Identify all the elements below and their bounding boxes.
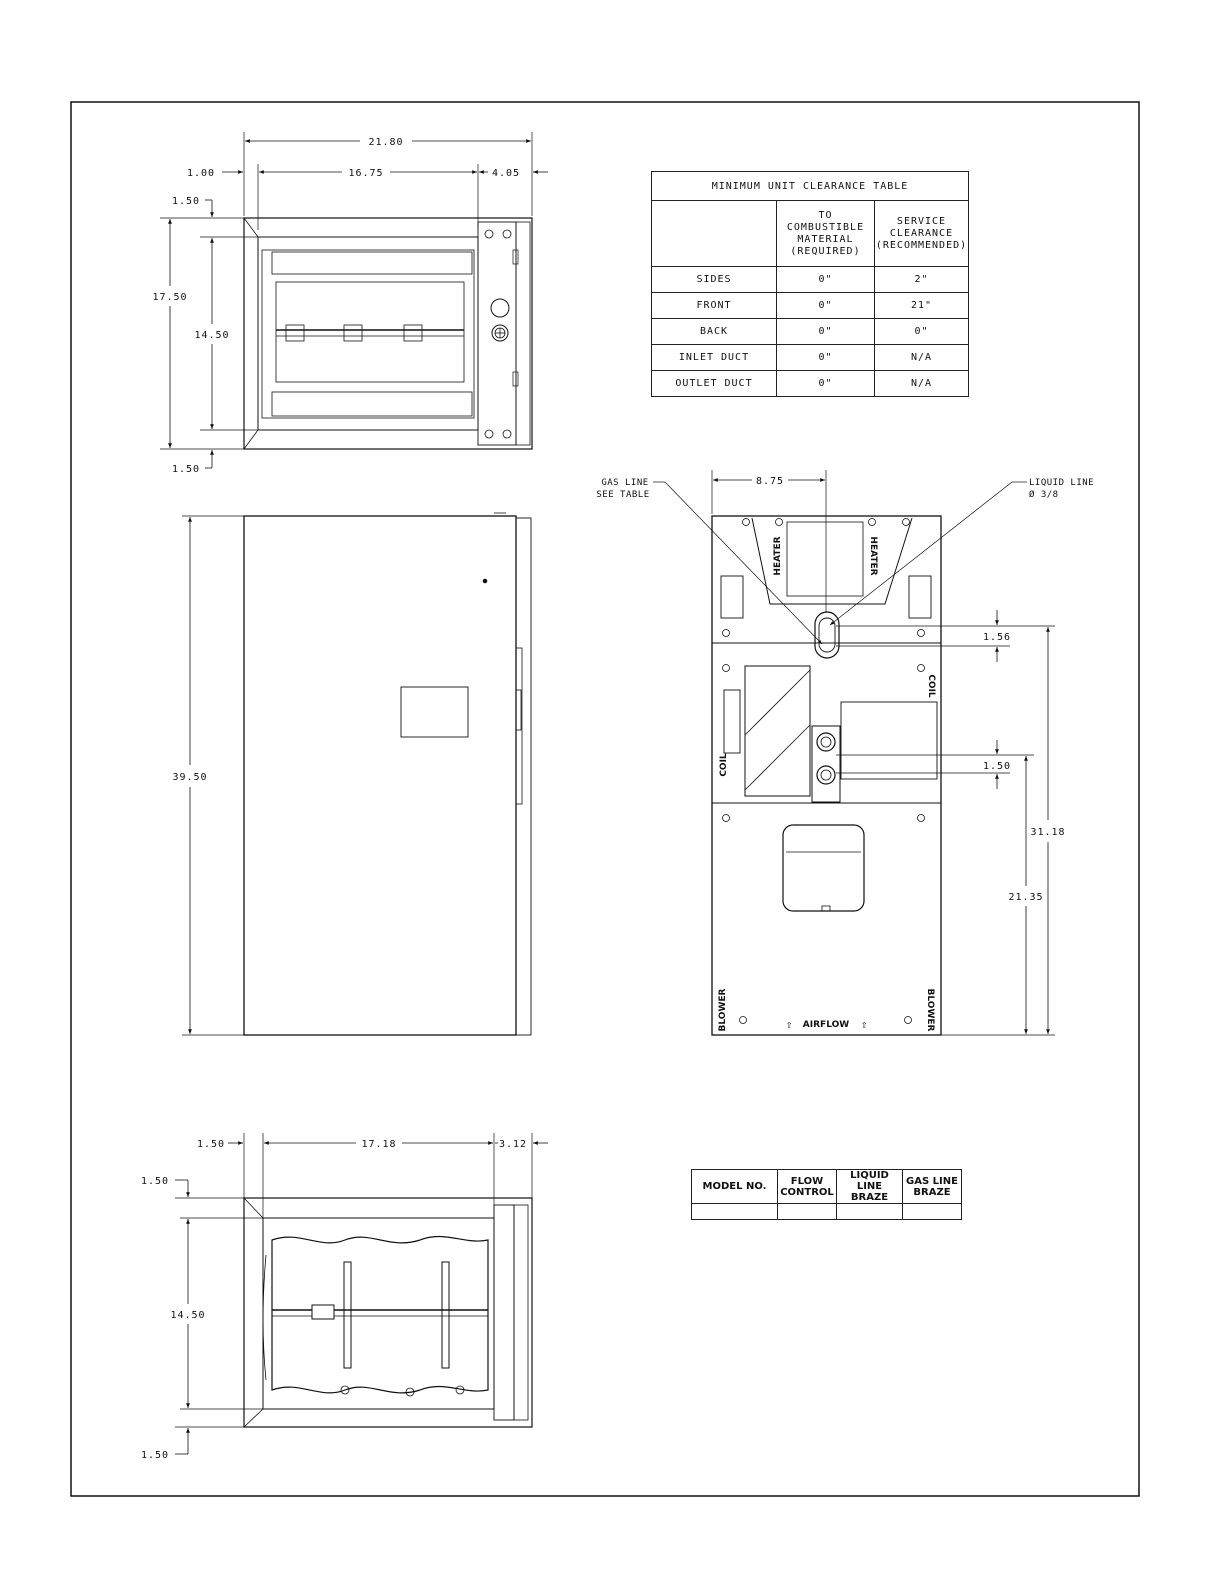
- top-view-dimension-labels: [152, 134, 520, 475]
- row-combustible: 0": [777, 345, 875, 371]
- dim-front-height: 39.50: [172, 772, 208, 783]
- model-header-liquid: [837, 1170, 903, 1204]
- liquid-line-size: Ø 3/8: [1029, 490, 1059, 500]
- dim-bottom-bottom-offset: 1.50: [140, 1450, 170, 1461]
- model-header-gas: [903, 1170, 962, 1204]
- row-combustible: 0": [777, 267, 875, 293]
- model-header-line: CONTROL: [780, 1186, 834, 1198]
- dim-left-offset: 1.00: [186, 168, 216, 179]
- dim-liquid-height: 21.35: [1008, 892, 1044, 903]
- dim-gas-gap: 1.56: [982, 632, 1012, 643]
- dim-gas-height: 31.18: [1030, 827, 1066, 838]
- model-header-line: BRAZE: [850, 1192, 889, 1203]
- row-combustible: 0": [777, 371, 875, 397]
- heater-label-right: HEATER: [868, 536, 878, 576]
- row-label: FRONT: [652, 293, 777, 319]
- clearance-header-blank: [652, 201, 777, 267]
- model-cell: [837, 1204, 903, 1220]
- model-table: [691, 1169, 962, 1220]
- combustible-header-line: COMBUSTIBLE: [786, 221, 865, 233]
- row-label: OUTLET DUCT: [652, 371, 777, 397]
- model-header-model: [692, 1170, 778, 1204]
- blower-label-left: BLOWER: [718, 988, 728, 1032]
- gas-line-callout: GAS LINE: [601, 478, 649, 488]
- table-row: [652, 371, 969, 397]
- heater-label-left: HEATER: [773, 536, 783, 576]
- bottom-view-dimension-labels: [141, 1136, 527, 1461]
- front-view: [182, 513, 531, 1035]
- dim-gas-x: 8.75: [755, 476, 785, 487]
- rear-view: [653, 470, 1055, 1035]
- model-cell: [692, 1204, 778, 1220]
- service-header-line: (RECOMMENDED): [875, 239, 968, 251]
- model-header-line: GAS LINE: [906, 1175, 958, 1187]
- sheet-border: [71, 102, 1139, 1496]
- top-view: [160, 132, 548, 468]
- dim-liquid-gap: 1.50: [982, 761, 1012, 772]
- coil-label-right: COIL: [926, 674, 936, 698]
- model-header-line: LIQUID LINE: [850, 1170, 889, 1192]
- model-header-line: FLOW: [790, 1175, 824, 1187]
- airflow-arrow-right-icon: ⇧: [860, 1018, 868, 1031]
- row-service: 21": [875, 293, 969, 319]
- clearance-header-combustible: [777, 201, 875, 267]
- dim-bottom-offset: 1.50: [171, 464, 201, 475]
- dim-overall-width: 21.80: [368, 137, 404, 148]
- row-label: SIDES: [652, 267, 777, 293]
- airflow-label: AIRFLOW: [802, 1020, 850, 1030]
- row-combustible: 0": [777, 293, 875, 319]
- coil-label-left: COIL: [719, 753, 729, 777]
- service-header-line: SERVICE: [896, 215, 947, 227]
- model-header-line: MODEL NO.: [702, 1181, 767, 1192]
- dim-top-offset: 1.50: [171, 196, 201, 207]
- dim-bottom-top-offset: 1.50: [140, 1176, 170, 1187]
- combustible-header-line: MATERIAL: [797, 233, 854, 245]
- clearance-header-service: [875, 201, 969, 267]
- liquid-line-callout: LIQUID LINE: [1029, 478, 1095, 488]
- model-header-line: BRAZE: [913, 1186, 951, 1198]
- combustible-header-line: TO: [818, 209, 833, 221]
- row-combustible: 0": [777, 319, 875, 345]
- model-header-flow: [778, 1170, 837, 1204]
- clearance-table: [651, 171, 969, 397]
- table-row: [652, 293, 969, 319]
- row-service: 0": [875, 319, 969, 345]
- dim-bottom-inner-width: 17.18: [361, 1139, 397, 1150]
- model-cell: [778, 1204, 837, 1220]
- dim-bottom-right-offset: 3.12: [498, 1139, 528, 1150]
- clearance-table-title: MINIMUM UNIT CLEARANCE TABLE: [652, 172, 969, 201]
- dim-inner-depth: 14.50: [194, 330, 230, 341]
- row-label: BACK: [652, 319, 777, 345]
- gas-line-see-table: SEE TABLE: [596, 490, 650, 500]
- table-row: [652, 267, 969, 293]
- dim-right-offset: 4.05: [491, 168, 521, 179]
- row-service: N/A: [875, 371, 969, 397]
- airflow-arrow-left-icon: ⇧: [785, 1018, 793, 1031]
- model-cell: [903, 1204, 962, 1220]
- service-header-line: CLEARANCE: [889, 227, 954, 239]
- bottom-view: [175, 1133, 548, 1454]
- row-service: 2": [875, 267, 969, 293]
- row-service: N/A: [875, 345, 969, 371]
- table-row: [692, 1204, 962, 1220]
- row-label: INLET DUCT: [652, 345, 777, 371]
- dim-inner-width: 16.75: [348, 168, 384, 179]
- rear-view-labels: [596, 473, 1094, 1032]
- dim-bottom-inner-depth: 14.50: [170, 1310, 206, 1321]
- table-row: [652, 345, 969, 371]
- combustible-header-line: (REQUIRED): [790, 245, 861, 257]
- table-row: [652, 319, 969, 345]
- dim-overall-depth: 17.50: [152, 292, 188, 303]
- blower-label-right: BLOWER: [925, 988, 935, 1032]
- dim-bottom-left-offset: 1.50: [196, 1139, 226, 1150]
